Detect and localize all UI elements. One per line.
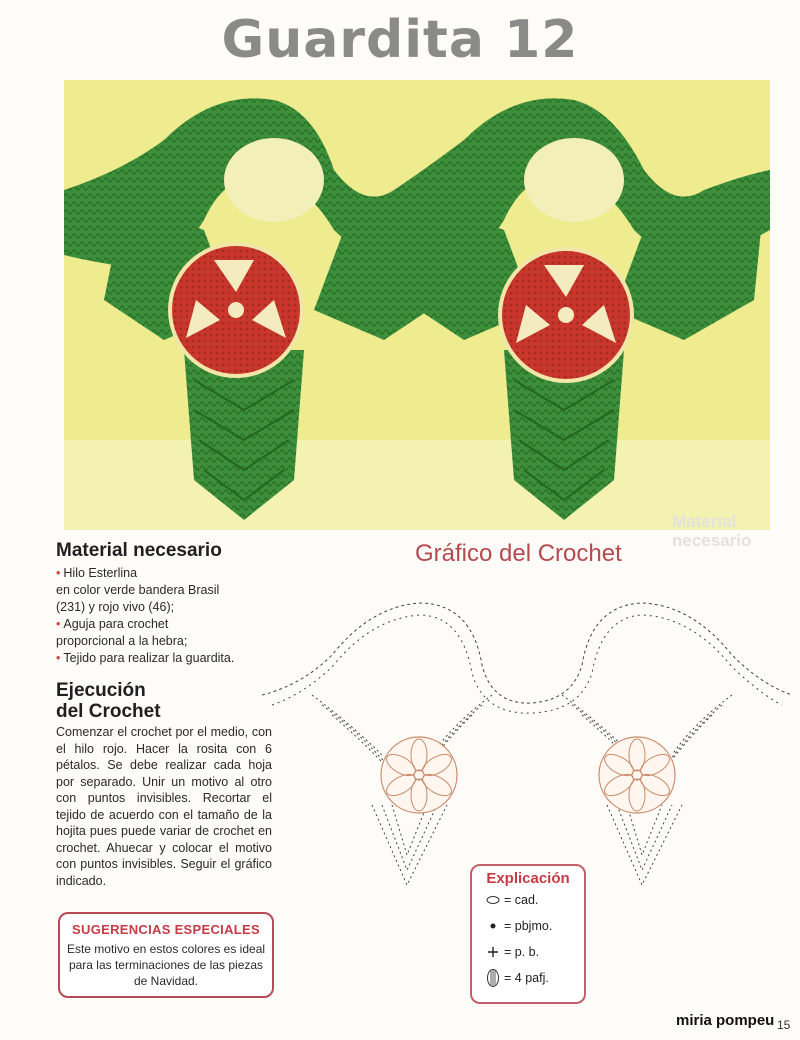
material-item: • Aguja para crochet — [56, 617, 169, 631]
material-item: • Hilo Esterlina — [56, 566, 138, 580]
puff-icon — [482, 968, 504, 988]
legend-row: = 4 pafj. — [472, 965, 584, 991]
crochet-photo-illustration — [64, 80, 770, 530]
material-item: proporcional a la hebra; — [56, 634, 188, 648]
plus-icon — [482, 946, 504, 958]
dot-icon — [482, 921, 504, 931]
page-title: Guardita 12 — [221, 10, 579, 70]
crochet-diagram-svg — [262, 585, 792, 885]
sugerencias-title: SUGERENCIAS ESPECIALES — [72, 922, 260, 937]
crochet-photo — [64, 80, 770, 530]
legend-row: = p. b. — [472, 939, 584, 965]
oval-icon — [482, 895, 504, 905]
bleed-through-text: Material necesario — [672, 512, 752, 550]
material-heading: Material necesario — [56, 540, 222, 561]
brand-name: miria pompeu — [676, 1012, 775, 1029]
crochet-diagram — [262, 585, 792, 890]
grafico-title: Gráfico del Crochet — [415, 540, 622, 567]
sugerencias-box — [58, 912, 274, 998]
material-list — [56, 565, 256, 667]
ejecucion-heading: Ejecución del Crochet — [56, 680, 161, 722]
material-item: en color verde bandera Brasil — [56, 583, 220, 597]
legend-row: = pbjmo. — [472, 913, 584, 939]
material-item: • Tejido para realizar la guardita. — [56, 651, 235, 665]
legend-row: = cad. — [472, 887, 584, 913]
material-item: (231) y rojo vivo (46); — [56, 600, 175, 614]
explicacion-title: Explicación — [486, 870, 570, 887]
explicacion-legend — [470, 864, 586, 1004]
sugerencias-body: Este motivo en estos colores es ideal para las terminaciones de las piezas de Navidad. — [66, 942, 266, 988]
ejecucion-body: Comenzar el crochet por el medio, con el hilo rojo. Hacer la rosita con 6 pétalos. Se debe realizar cada hoja por separado. Unir un motivo al otro con puntos invisibles. Recortar el tejido de acuerdo con el tamaño de la hojita pues puede variar de crochet en crochet. Ahuecar y colocar el motivo con puntos invisibles. Seguir el gráfico indicado. — [56, 725, 272, 888]
page-number: 15 — [777, 1018, 791, 1032]
